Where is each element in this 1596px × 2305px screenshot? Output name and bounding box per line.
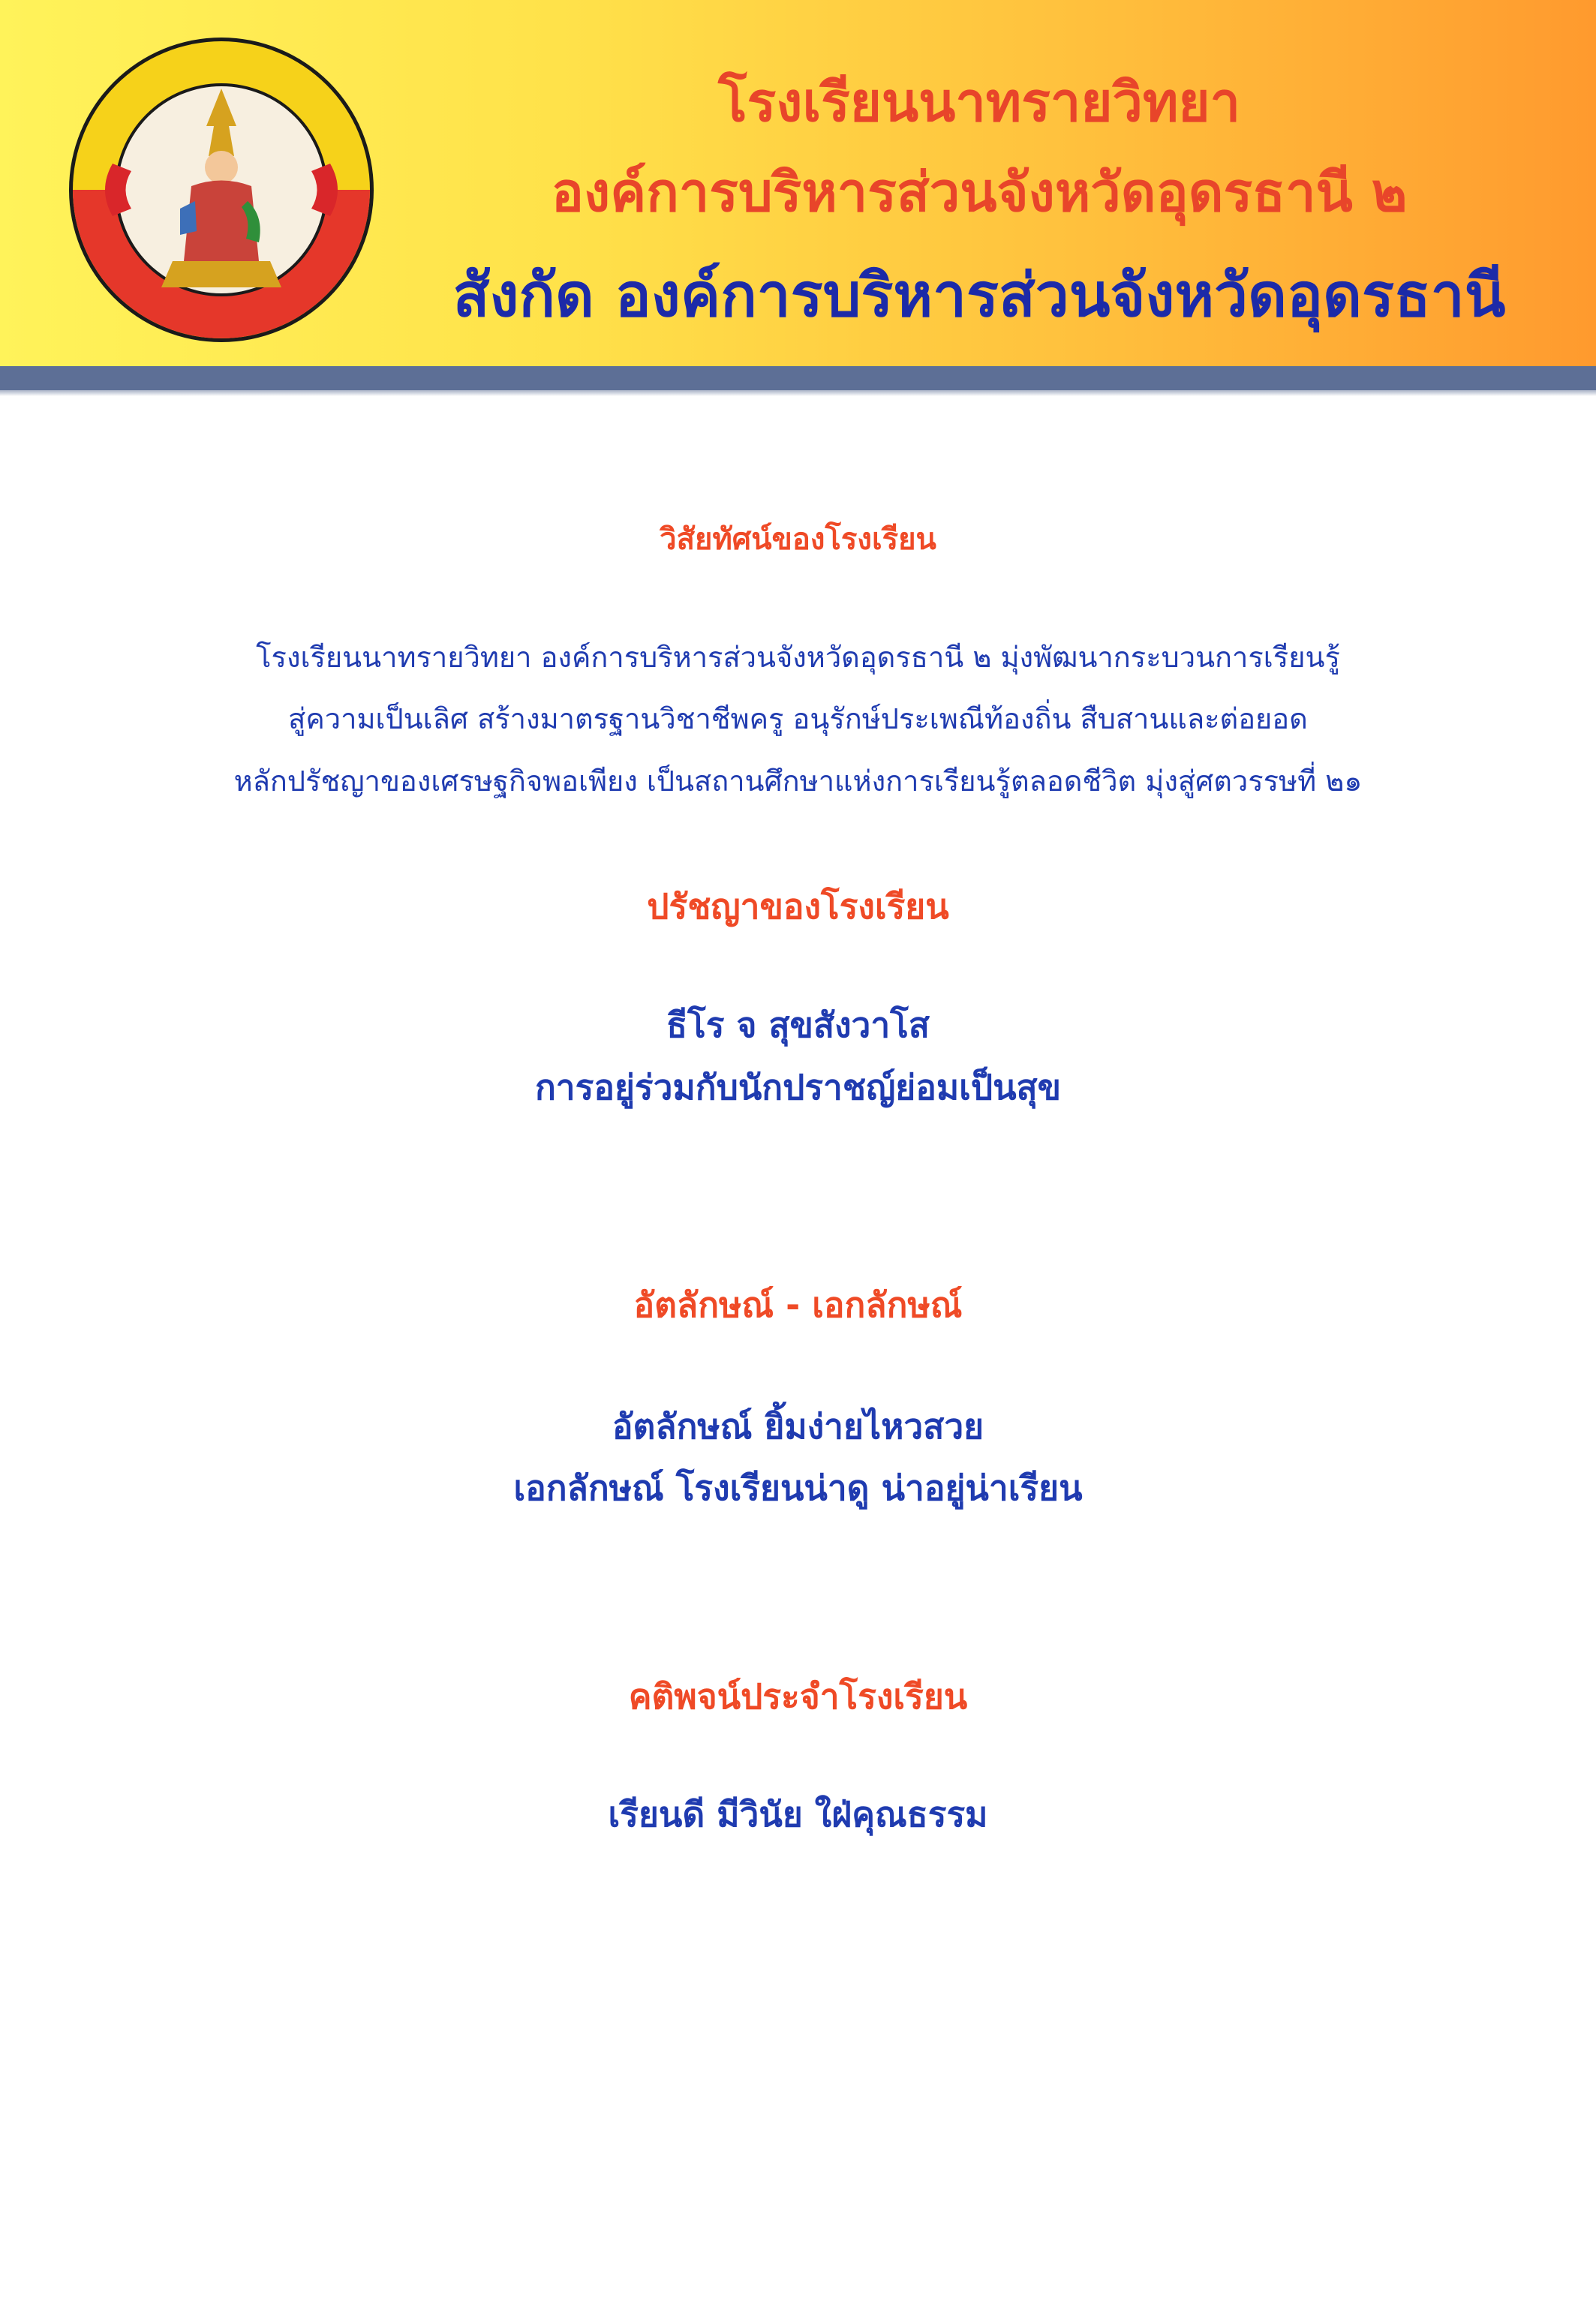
vision-line-2: สู่ความเป็นเลิศ สร้างมาตรฐานวิชาชีพครู อนุรักษ์ประเพณีท้องถิ่น สืบสานและต่อยอด [288,702,1308,735]
affiliation-heading: สังกัด องค์การบริหารส่วนจังหวัดอุดรธานี [452,260,1506,330]
philosophy-title: ปรัชญาของโรงเรียน [647,886,949,927]
philosophy-line-1: ธีโร จ สุขสังวาโส [666,1005,930,1045]
vision-line-3: หลักปรัชญาของเศรษฐกิจพอเพียง เป็นสถานศึกษาแห่งการเรียนรู้ตลอดชีวิต มุ่งสู่ศตวรรษที่ ๒๑ [233,765,1363,798]
identity-line-1: อัตลักษณ์ ยิ้มง่ายไหวสวย [612,1406,984,1447]
header-divider [0,366,1596,390]
school-name-heading: โรงเรียนนาทรายวิทยา [717,71,1241,134]
philosophy-line-2: การอยู่ร่วมกับนักปราชญ์ย่อมเป็นสุข [534,1067,1062,1107]
vision-title: วิสัยทัศน์ของโรงเรียน [660,522,936,557]
header-divider-shadow [0,390,1596,396]
organization-heading: องค์การบริหารส่วนจังหวัดอุดรธานี ๒ [551,161,1408,224]
identity-title: อัตลักษณ์ - เอกลักษณ์ [633,1285,963,1325]
school-logo [68,36,375,344]
motto-title: คติพจน์ประจำโรงเรียน [628,1676,968,1717]
school-seal-icon [68,36,375,344]
identity-line-2: เอกลักษณ์ โรงเรียนน่าดู น่าอยู่น่าเรียน [513,1468,1083,1508]
vision-line-1: โรงเรียนนาทรายวิทยา องค์การบริหารส่วนจังหวัดอุดรธานี ๒ มุ่งพัฒนากระบวนการเรียนรู้ [256,641,1340,674]
motto-line: เรียนดี มีวินัย ใฝ่คุณธรรม [608,1794,988,1835]
